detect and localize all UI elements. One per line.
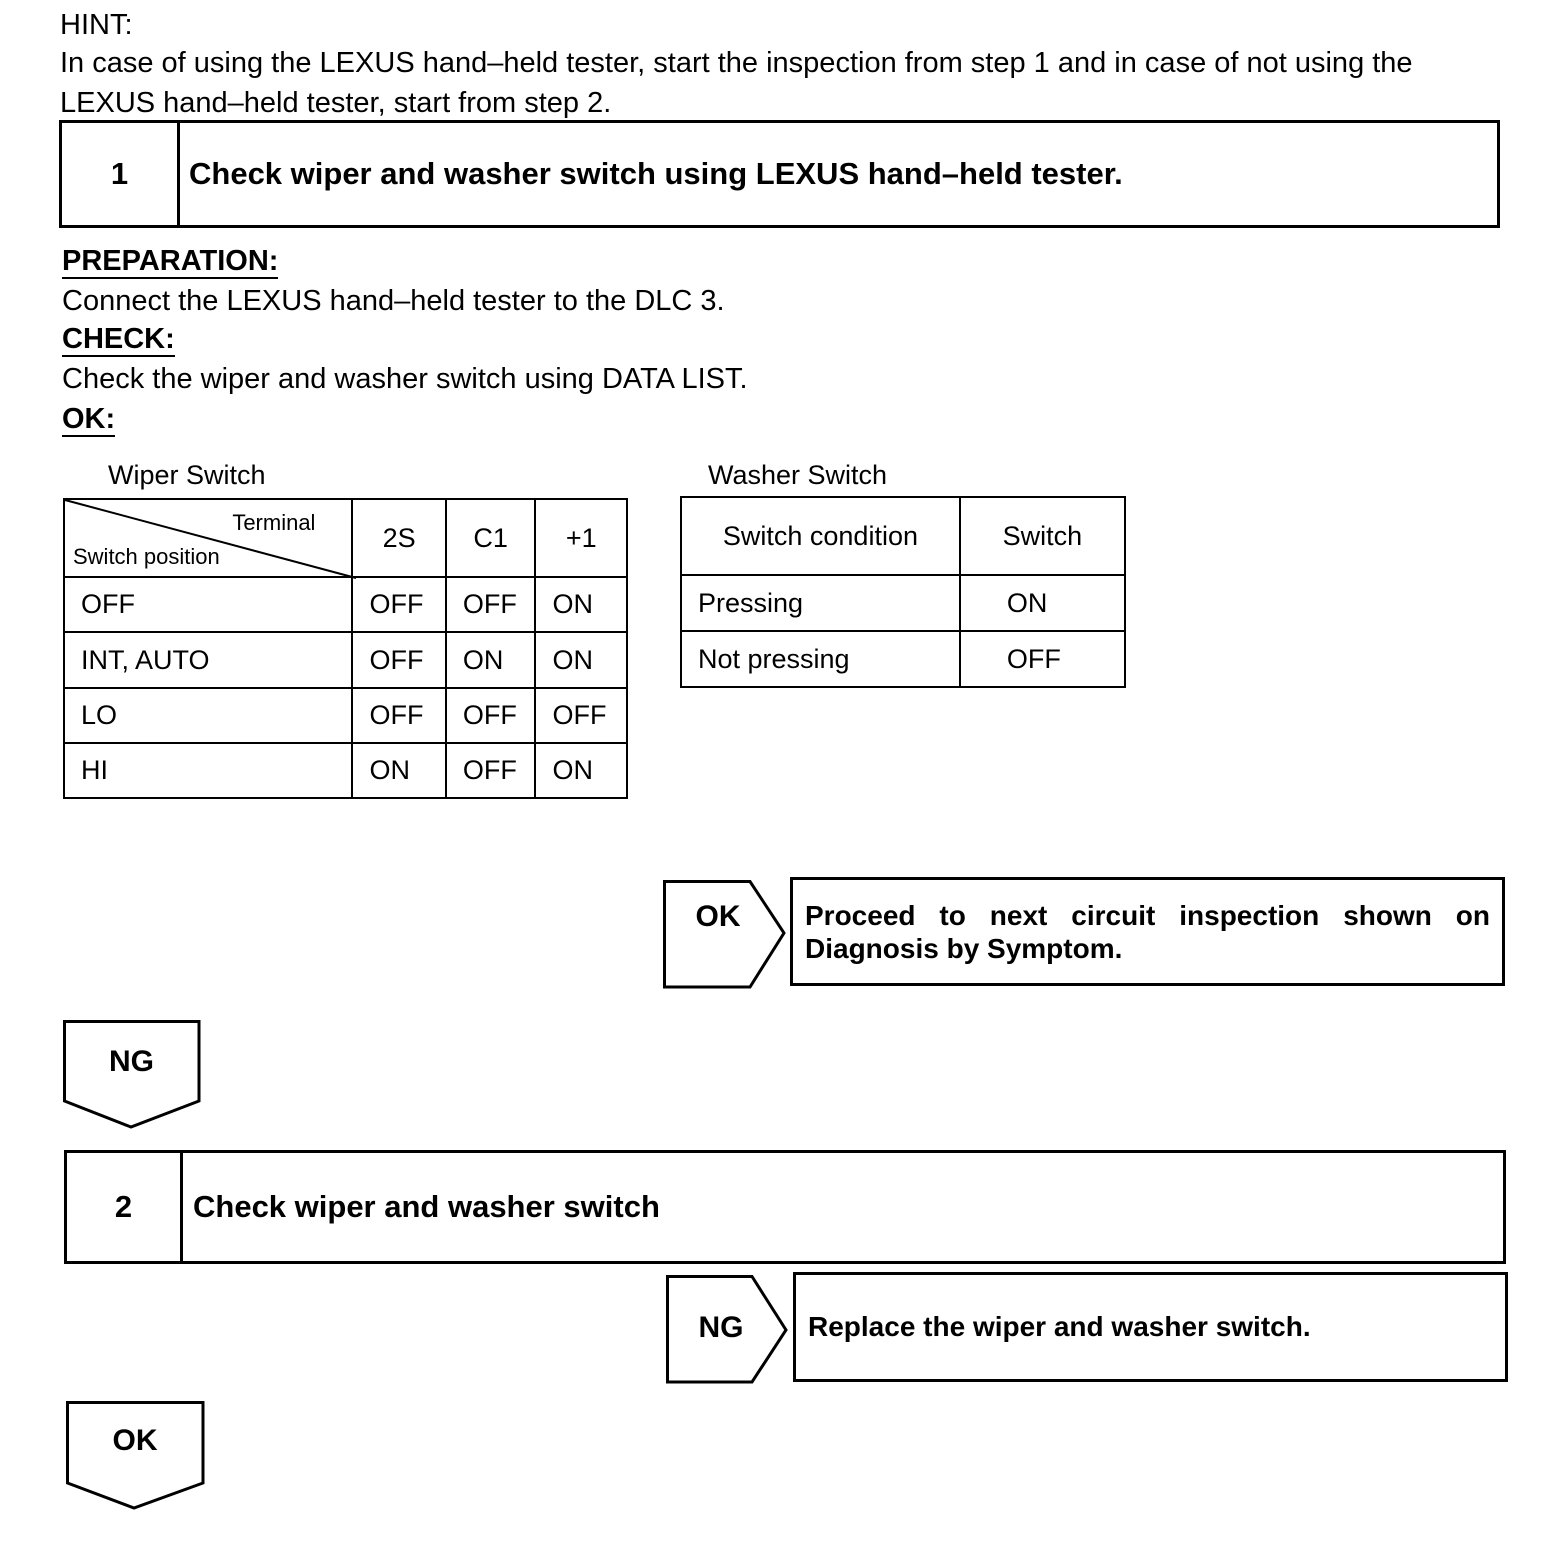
result-box-proceed xyxy=(790,877,1505,986)
corner-terminal-label: Terminal xyxy=(232,510,316,535)
ok-label: OK: xyxy=(62,403,116,435)
ok-arrow-label: OK xyxy=(695,900,741,933)
ok-right-arrow-icon xyxy=(663,880,788,990)
wiper-row-position: LO xyxy=(64,688,352,743)
wiper-col-header: 2S xyxy=(352,499,445,577)
preparation-text: Connect the LEXUS hand–held tester to the DLC 3. xyxy=(62,285,725,317)
wiper-cell: ON xyxy=(535,743,627,798)
table-row xyxy=(64,743,627,798)
wiper-cell: ON xyxy=(535,632,627,688)
wiper-col-header: +1 xyxy=(535,499,627,577)
washer-col-header: Switch xyxy=(960,497,1125,575)
wiper-cell: OFF xyxy=(446,743,536,798)
step-2-title: Check wiper and washer switch xyxy=(193,1189,660,1224)
hint-text-line1: In case of using the LEXUS hand–held tester, start the inspection from step 1 and in case of not using the xyxy=(60,47,1413,79)
washer-table-caption: Washer Switch xyxy=(708,460,888,490)
step-1-number: 1 xyxy=(62,123,180,225)
wiper-row-position: OFF xyxy=(64,577,352,632)
table-row xyxy=(681,575,1125,631)
wiper-cell: OFF xyxy=(535,688,627,743)
wiper-cell: OFF xyxy=(352,577,445,632)
result-replace-text: Replace the wiper and washer switch. xyxy=(808,1311,1311,1342)
wiper-switch-table xyxy=(63,498,628,799)
step-2-box xyxy=(64,1150,1506,1264)
table-row xyxy=(64,632,627,688)
result-box-replace xyxy=(793,1272,1508,1382)
table-row xyxy=(681,631,1125,687)
wiper-cell: ON xyxy=(535,577,627,632)
ng-down-label: NG xyxy=(109,1045,154,1078)
result-proceed-text: Proceed to next circuit inspection shown on Diagnosis by Symptom. xyxy=(805,899,1490,964)
wiper-table-caption: Wiper Switch xyxy=(108,460,266,490)
check-text: Check the wiper and washer switch using DATA LIST. xyxy=(62,363,748,395)
wiper-cell: OFF xyxy=(352,688,445,743)
wiper-cell: OFF xyxy=(352,632,445,688)
washer-row-condition: Pressing xyxy=(681,575,960,631)
washer-row-switch: ON xyxy=(960,575,1125,631)
table-row xyxy=(64,577,627,632)
preparation-label: PREPARATION: xyxy=(62,245,279,277)
washer-row-condition: Not pressing xyxy=(681,631,960,687)
check-label: CHECK: xyxy=(62,323,175,355)
wiper-row-position: HI xyxy=(64,743,352,798)
wiper-cell: OFF xyxy=(446,577,536,632)
wiper-col-header: C1 xyxy=(446,499,536,577)
wiper-cell: OFF xyxy=(446,688,536,743)
washer-row-switch: OFF xyxy=(960,631,1125,687)
hint-text-line2: LEXUS hand–held tester, start from step 2. xyxy=(60,87,612,119)
wiper-cell: ON xyxy=(446,632,536,688)
ok-down-label: OK xyxy=(112,1424,158,1457)
table-row xyxy=(64,688,627,743)
wiper-cell: ON xyxy=(352,743,445,798)
wiper-row-position: INT, AUTO xyxy=(64,632,352,688)
corner-switch-position-label: Switch position xyxy=(73,544,220,569)
hint-label: HINT: xyxy=(60,9,133,41)
step-2-number: 2 xyxy=(67,1153,183,1261)
ng-arrow-label: NG xyxy=(698,1311,744,1344)
washer-switch-table xyxy=(680,496,1126,688)
wiper-table-corner xyxy=(64,499,352,577)
step-1-box xyxy=(59,120,1500,228)
step-1-title: Check wiper and washer switch using LEXUS hand–held tester. xyxy=(189,156,1123,191)
washer-col-header: Switch condition xyxy=(681,497,960,575)
